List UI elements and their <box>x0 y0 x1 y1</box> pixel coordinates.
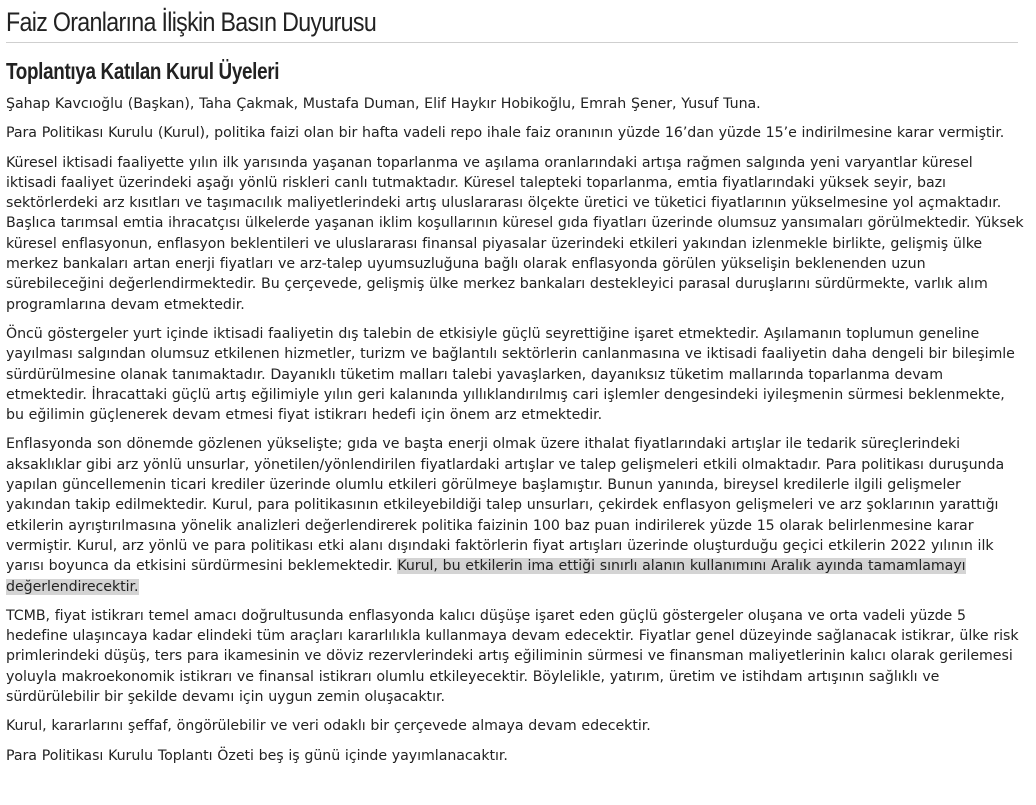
domestic-activity-paragraph: Öncü göstergeler yurt içinde iktisadi faaliyetin dış talebin de etkisiyle güçlü seyrettiğine işaret etmektedir. Aşılamanın toplumun geneline yayılması salgından olumsuz etkilenen hizmetler, turizm ve bağlantılı sektörlerin canlanmasına ve iktisadi faaliyetin daha dengeli bir bileşimle sürdürülmesine olanak tanımaktadır. Dayanıklı tüketim malları talebi yavaşlarken, dayanıksız tüketim mallarında toparlanma devam etmektedir. İhracattaki güçlü artış eğilimiyle yılın geri kalanında yıllıklandırılmış cari işlemler dengesindeki iyileşmenin sürmesi beklenmekte, bu eğilimin güçlenerek devam etmesi fiyat istikrarı hedefi için önem arz etmektedir. <box>6 325 1015 424</box>
global-outlook-paragraph: Küresel iktisadi faaliyette yılın ilk yarısında yaşanan toparlanma ve aşılama oranlarındaki artışa rağmen salgında yeni varyantlar küresel iktisadi faaliyet üzerindeki aşağı yönlü riskleri canlı tutmaktadır. Küresel talepteki toparlanma, emtia fiyatlarındaki yüksek seyir, bazı sektörlerdeki arz kısıtları ve taşımacılık maliyetlerindeki artış uluslararası ölçekte üretici ve tüketici fiyatlarının yükselmesine yol açmaktadır. Başlıca tarımsal emtia ihracatçısı ülkelerde yaşanan iklim koşullarının küresel gıda fiyatları üzerinde olumsuz yansımaları görülmektedir. Yüksek küresel enflasyonun, enflasyon beklentileri ve uluslararası finansal piyasalar üzerindeki etkileri yakından izlenmekle birlikte, gelişmiş ülke merkez bankaları artan enerji fiyatları ve arz-talep uyumsuzluğuna bağlı olarak enflasyonda görülen yükselişin beklenenden uzun sürebileceğini değerlendirmektedir. Bu çerçevede, gelişmiş ülke merkez bankaları destekleyici parasal duruşlarını sürdürmekte, varlık alım programlarına devam etmektedir. <box>6 154 1024 313</box>
inflation-paragraph <box>6 434 1024 596</box>
decision-paragraph: Para Politikası Kurulu (Kurul), politika faizi olan bir hafta vadeli repo ihale faiz oranının yüzde 16’dan yüzde 15’e indirilmesine karar vermiştir. <box>6 125 1005 142</box>
section-title: Toplantıya Katılan Kurul Üyeleri <box>6 58 280 84</box>
members-paragraph: Şahap Kavcıoğlu (Başkan), Taha Çakmak, Mustafa Duman, Elif Haykır Hobikoğlu, Emrah Şener, Yusuf Tuna. <box>6 96 761 112</box>
summary-notice-paragraph: Para Politikası Kurulu Toplantı Özeti beş iş günü içinde yayımlanacaktır. <box>6 747 508 764</box>
tcmb-commitment-paragraph: TCMB, fiyat istikrarı temel amacı doğrultusunda enflasyonda kalıcı düşüşe işaret eden güçlü göstergeler oluşana ve orta vadeli yüzde 5 hedefine ulaşıncaya kadar elindeki tüm araçları kararlılıkla kullanmaya devam edecektir. Fiyatlar genel düzeyinde sağlanacak istikrar, ülke risk primlerindeki düşüş, ters para ikamesinin ve döviz rezervlerindeki artış eğiliminin sürmesi ve finansman maliyetlerinin kalıcı olarak gerilemesi yoluyla makroekonomik istikrarı ve finansal istikrarı olumlu etkileyecektir. Böylelikle, yatırım, üretim ve istihdam artışının sağlıklı ve sürdürülebilir bir şekilde devamı için uygun zemin oluşacaktır. <box>6 607 1019 706</box>
transparency-paragraph: Kurul, kararlarını şeffaf, öngörülebilir ve veri odaklı bir çerçevede almaya devam edecektir. <box>6 718 651 735</box>
title-divider <box>6 42 1018 43</box>
inflation-paragraph-text: Enflasyonda son dönemde gözlenen yükselişte; gıda ve başta enerji olmak üzere ithalat fiyatlarındaki artışlar ile tedarik süreçlerindeki aksaklıklar gibi arz yönlü unsurlar, yönetilen/yönlendirilen fiyatlardaki artışlar ve talep gelişmeleri etkili olmaktadır. Para politikası duruşunda yapılan güncellemenin ticari krediler üzerinde olumlu etkileri görülmeye başlamıştır. Bunun yanında, bireysel kredilerle ilgili gelişmeler yakından takip edilmektedir. Kurul, para politikasının etkileyebildiği talep unsurları, çekirdek enflasyon gelişmeleri ve arz şoklarının yarattığı etkilerin ayrıştırılmasına yönelik analizleri değerlendirerek politika faizinin 100 baz puan indirilerek yüzde 15 olarak belirlenmesine karar vermiştir. Kurul, arz yönlü ve para politikası etki alanı dışındaki faktörlerin fiyat artışları üzerinde oluşturduğu geçici etkilerin 2022 yılının ilk yarısı boyunca da etkisini sürdürmesini beklemektedir. <box>6 436 1005 575</box>
page-title: Faiz Oranlarına İlişkin Basın Duyurusu <box>6 7 377 37</box>
highlighted-text: Kurul, bu etkilerin ima ettiği sınırlı alanın kullanımını Aralık ayında tamamlamayı değerlendirecektir. <box>6 558 966 595</box>
